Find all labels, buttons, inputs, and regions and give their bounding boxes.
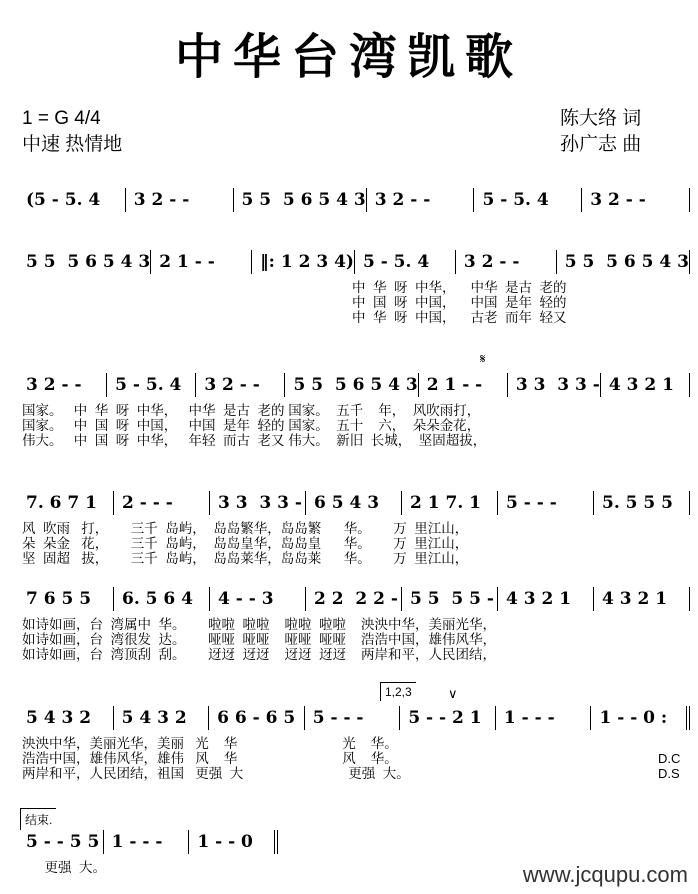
- measure: 5 5 5 5 -: [402, 587, 498, 611]
- measure: 5 4 3 2: [18, 706, 114, 730]
- measure: 5 5 5 6 5 4 3: [18, 250, 151, 274]
- lyric-line: 泱泱中华，美丽光华，美丽 光 华 光 华。: [22, 736, 398, 751]
- staff-row: [18, 373, 690, 397]
- da-capo-mark: D.C: [658, 751, 681, 766]
- measure: 2 - - -: [114, 491, 210, 515]
- measure: 2 1 - -: [151, 250, 252, 274]
- measure: 5 - - 5 5: [18, 830, 104, 854]
- staff-row: [18, 706, 690, 730]
- lyric-line: 中 国 呀 中国， 中国 是年 轻的: [352, 295, 567, 310]
- measure: 5 4 3 2: [114, 706, 210, 730]
- lyric-line: 国家。 中 华 呀 中华， 中华 是古 老的 国家。 五千 年， 风吹雨打，: [22, 403, 481, 418]
- key-signature: 1 = G 4/4: [22, 108, 101, 129]
- measure: 3 2 - -: [456, 250, 557, 274]
- measure: 1 - - -: [104, 830, 190, 854]
- staff-row: [18, 587, 690, 611]
- measure: 3 2 - -: [367, 188, 475, 212]
- segno-sign: 𝄋: [480, 351, 486, 366]
- breath-mark: ∨: [448, 686, 458, 701]
- lyric-line: 朵 朵金 花， 三千 岛屿， 岛岛皇华，岛岛皇 华。 万 里江山，: [22, 536, 469, 551]
- measure: 2 1 - -: [419, 373, 508, 397]
- measure: 5 5 5 6 5 4 3: [285, 373, 418, 397]
- ending-bracket: 结束.: [20, 808, 56, 830]
- measure: 5 - - 2 1: [400, 706, 496, 730]
- staff-row: [18, 188, 690, 212]
- measure: 4 3 2 1: [498, 587, 594, 611]
- measure: 1 - - 0: [189, 830, 278, 854]
- measure: 2 1 7. 1: [402, 491, 498, 515]
- measure: 3 3 3 3 -: [210, 491, 306, 515]
- measure: 6 5 4 3: [306, 491, 402, 515]
- measure: 5 5 5 6 5 4 3: [557, 250, 690, 274]
- measure: 6 6 - 6 5: [209, 706, 305, 730]
- lyric-line: 风 吹雨 打， 三千 岛屿， 岛岛繁华，岛岛繁 华。 万 里江山，: [22, 521, 469, 536]
- lyric-line: 如诗如画，台 湾很发 达。 哑哑 哑哑 哑哑 哑哑 浩浩中国，雄伟风华，: [22, 632, 497, 647]
- staff-row: [18, 250, 690, 274]
- measure: 5 5 5 6 5 4 3: [234, 188, 367, 212]
- staff-row: [18, 491, 690, 515]
- staff-row: [18, 830, 278, 854]
- lyric-line: 如诗如画，台 湾顶刮 刮。 迓迓 迓迓 迓迓 迓迓 两岸和平，人民团结，: [22, 647, 497, 662]
- measure: 5 - 5. 4: [474, 188, 582, 212]
- watermark: www.jcqupu.com: [522, 862, 688, 887]
- lyric-line: 浩浩中国，雄伟风华，雄伟 风 华 风 华。: [22, 751, 398, 766]
- dal-segno-mark: D.S: [658, 766, 680, 781]
- tempo-marking: 中速 热情地: [22, 134, 123, 155]
- composer: 孙广志 曲: [560, 134, 642, 155]
- measure: 5 - - -: [498, 491, 594, 515]
- measure: 3 2 - -: [18, 373, 107, 397]
- lyric-line: 中 华 呀 中华， 中华 是古 老的: [352, 280, 567, 295]
- measure: 3 2 - -: [582, 188, 690, 212]
- lyric-line: 国家。 中 国 呀 中国， 中国 是年 轻的 国家。 五十 六， 朵朵金花，: [22, 418, 481, 433]
- measure: 1 - - -: [496, 706, 592, 730]
- measure: 3 2 - -: [126, 188, 234, 212]
- measure: (5 - 5. 4: [18, 188, 126, 212]
- lyric-line: 中 华 呀 中国， 古老 而年 轻又: [352, 310, 567, 325]
- measure: 5 - - -: [305, 706, 401, 730]
- measure: 5 - 5. 4: [107, 373, 196, 397]
- lyric-line: 伟大。 中 国 呀 中华， 年轻 而古 老又 伟大。 新旧 长城， 坚固超拔，: [22, 433, 487, 448]
- measure: 2 2 2 2 -: [306, 587, 402, 611]
- measure: 4 3 2 1: [594, 587, 690, 611]
- measure: 7. 6 7 1: [18, 491, 114, 515]
- measure: ‖: 1 2 3 4): [252, 250, 355, 274]
- lyric-line: 如诗如画，台 湾属中 华。 啦啦 啦啦 啦啦 啦啦 泱泱中华，美丽光华，: [22, 617, 497, 632]
- lyric-line: 坚 固超 拔， 三千 岛屿， 岛岛莱华，岛岛莱 华。 万 里江山，: [22, 551, 469, 566]
- song-title: 中华台湾凯歌: [174, 29, 523, 85]
- measure: 3 3 3 3 -: [508, 373, 601, 397]
- measure: 4 - - 3: [210, 587, 306, 611]
- measure: 6. 5 6 4: [114, 587, 210, 611]
- measure: 1 - - 0 :: [591, 706, 690, 730]
- measure: 7 6 5 5: [18, 587, 114, 611]
- measure: 5 - 5. 4: [355, 250, 456, 274]
- lyric-line: 更强 大。: [22, 860, 107, 875]
- volta-bracket: 1,2,3: [380, 682, 416, 701]
- measure: 4 3 2 1: [601, 373, 690, 397]
- lyricist: 陈大络 词: [560, 108, 642, 129]
- measure: 3 2 - -: [196, 373, 285, 397]
- measure: 5. 5 5 5: [594, 491, 690, 515]
- lyric-line: 两岸和平，人民团结，祖国 更强 大 更强 大。: [22, 766, 410, 781]
